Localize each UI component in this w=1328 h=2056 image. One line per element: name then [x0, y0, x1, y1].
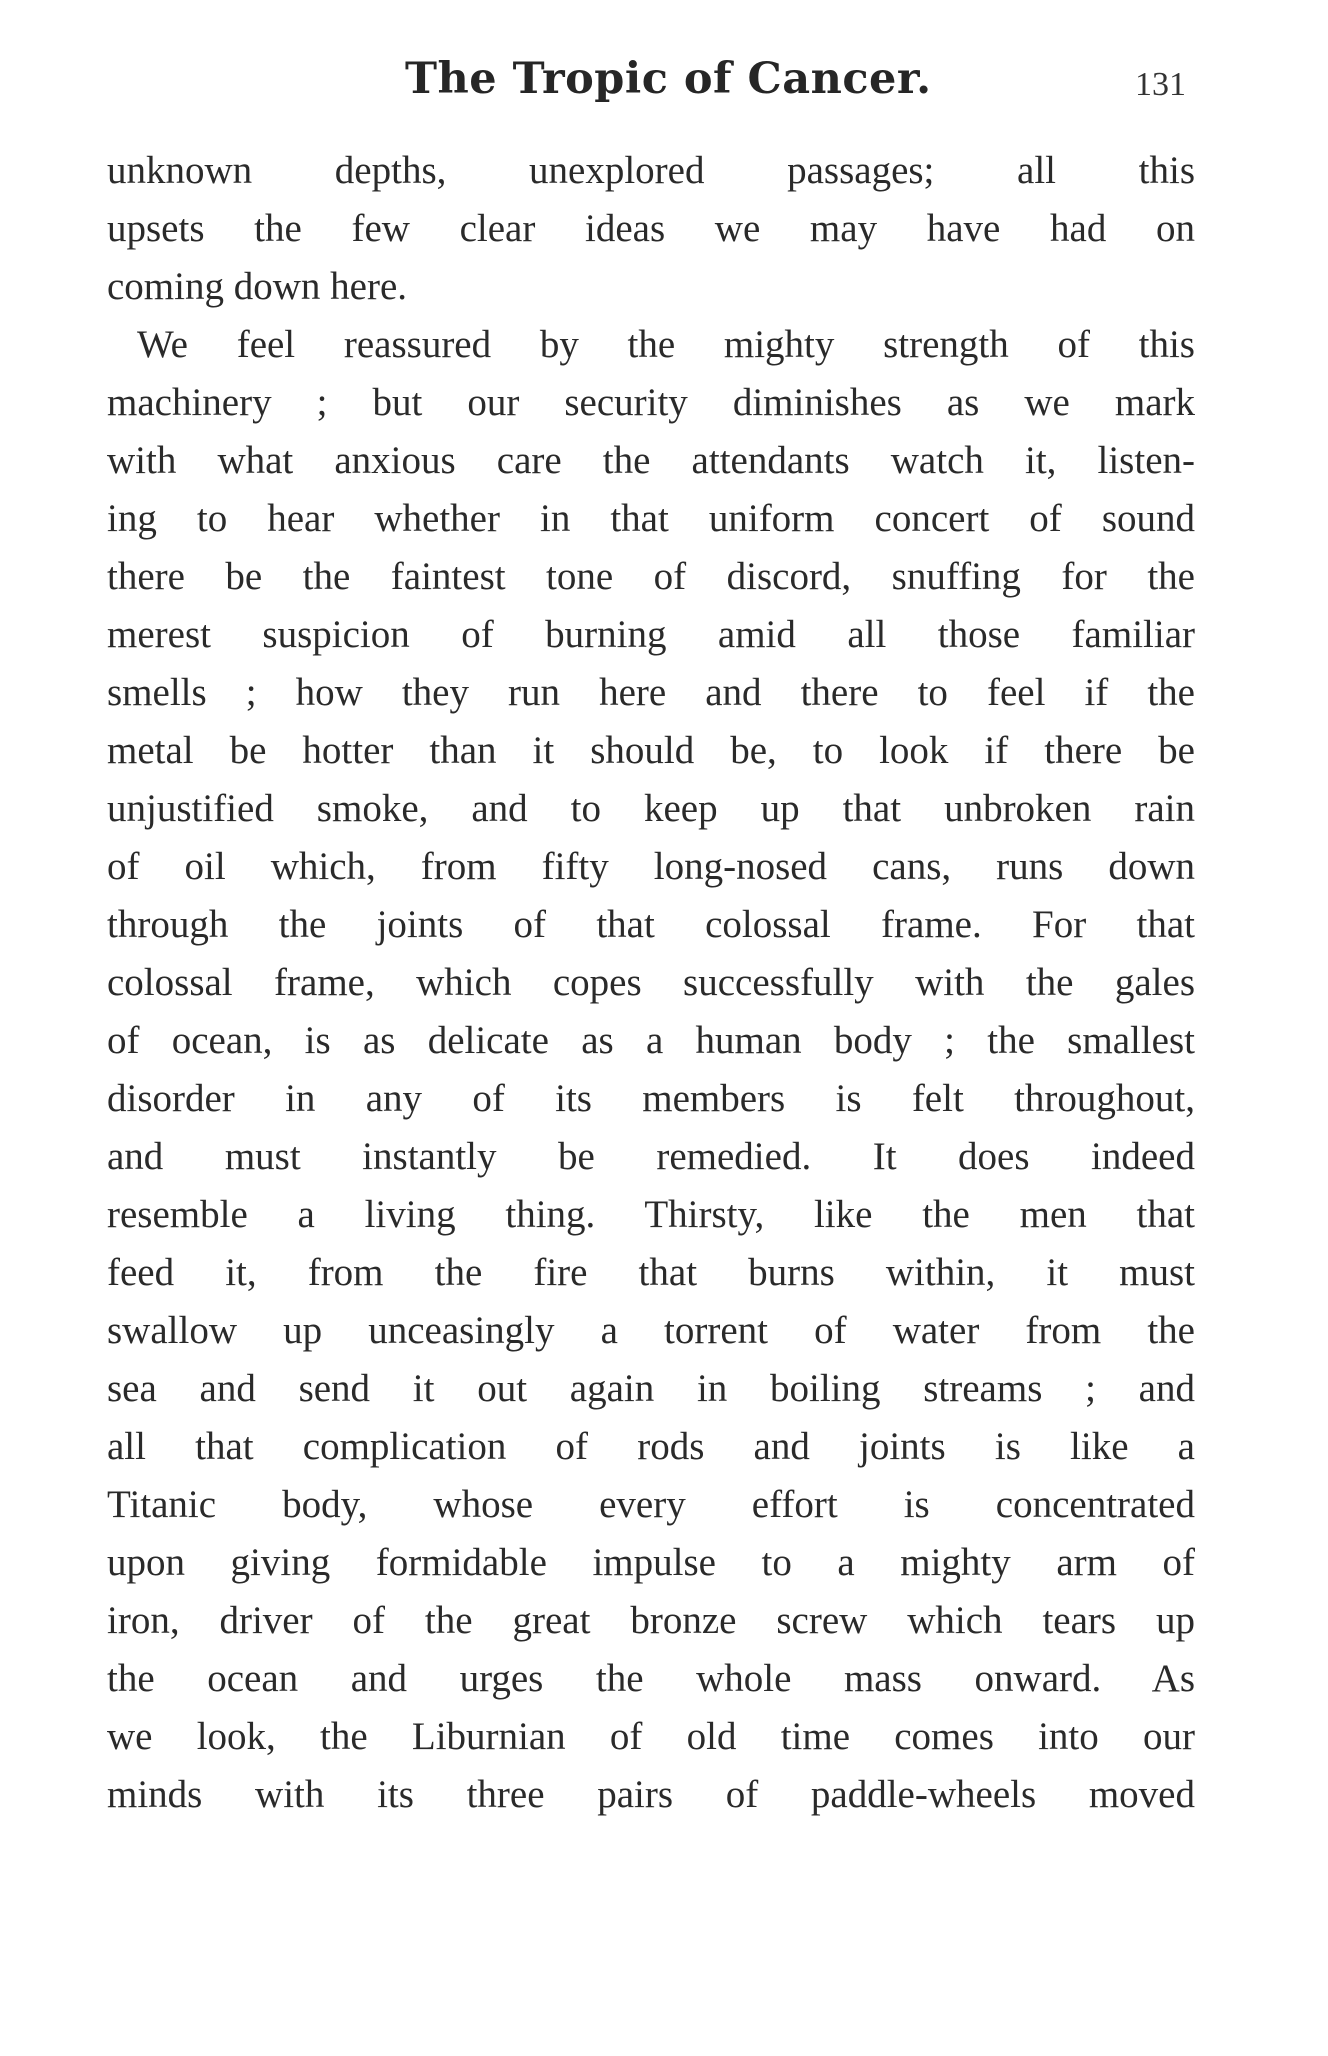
- text-line: upsets the few clear ideas we may have had on: [107, 207, 1195, 250]
- text-line: unjustified smoke, and to keep up that unbroken rain: [107, 787, 1195, 830]
- body-text: [107, 142, 1195, 1824]
- text-line: sea and send it out again in boiling streams ; and: [107, 1367, 1195, 1410]
- text-line: through the joints of that colossal frame. For that: [107, 903, 1195, 946]
- text-line: there be the faintest tone of discord, snuffing for the: [107, 555, 1195, 598]
- text-line: all that complication of rods and joints is like a: [107, 1425, 1195, 1468]
- text-line: feed it, from the fire that burns within, it must: [107, 1251, 1195, 1294]
- text-line: colossal frame, which copes successfully with the gales: [107, 961, 1195, 1004]
- text-line: unknown depths, unexplored passages; all this: [107, 149, 1195, 192]
- text-line: we look, the Liburnian of old time comes into our: [107, 1715, 1195, 1758]
- text-line: iron, driver of the great bronze screw which tears up: [107, 1599, 1195, 1642]
- text-line: disorder in any of its members is felt throughout,: [107, 1077, 1195, 1120]
- text-line: smells ; how they run here and there to feel if the: [107, 671, 1195, 714]
- text-line: We feel reassured by the mighty strength of this: [137, 323, 1195, 366]
- text-line: ing to hear whether in that uniform concert of sound: [107, 497, 1195, 540]
- text-line: machinery ; but our security diminishes as we mark: [107, 381, 1195, 424]
- text-line: of oil which, from fifty long-nosed cans, runs down: [107, 845, 1195, 888]
- text-line: merest suspicion of burning amid all those familiar: [107, 613, 1195, 656]
- text-line: metal be hotter than it should be, to look if there be: [107, 729, 1195, 772]
- text-line: upon giving formidable impulse to a mighty arm of: [107, 1541, 1195, 1584]
- text-line: Titanic body, whose every effort is concentrated: [107, 1483, 1195, 1526]
- text-line: minds with its three pairs of paddle-wheels moved: [107, 1773, 1195, 1816]
- text-line: of ocean, is as delicate as a human body ; the smallest: [107, 1019, 1195, 1062]
- text-line: and must instantly be remedied. It does indeed: [107, 1135, 1195, 1178]
- text-line: the ocean and urges the whole mass onward. As: [107, 1657, 1195, 1700]
- text-line: with what anxious care the attendants watch it, listen-: [107, 439, 1195, 482]
- running-title: The Tropic of Cancer.: [405, 54, 932, 104]
- running-head: [0, 54, 1328, 114]
- text-line: resemble a living thing. Thirsty, like the men that: [107, 1193, 1195, 1236]
- page-number: 131: [1135, 66, 1186, 103]
- text-line: coming down here.: [107, 265, 408, 308]
- text-line: swallow up unceasingly a torrent of water from the: [107, 1309, 1195, 1352]
